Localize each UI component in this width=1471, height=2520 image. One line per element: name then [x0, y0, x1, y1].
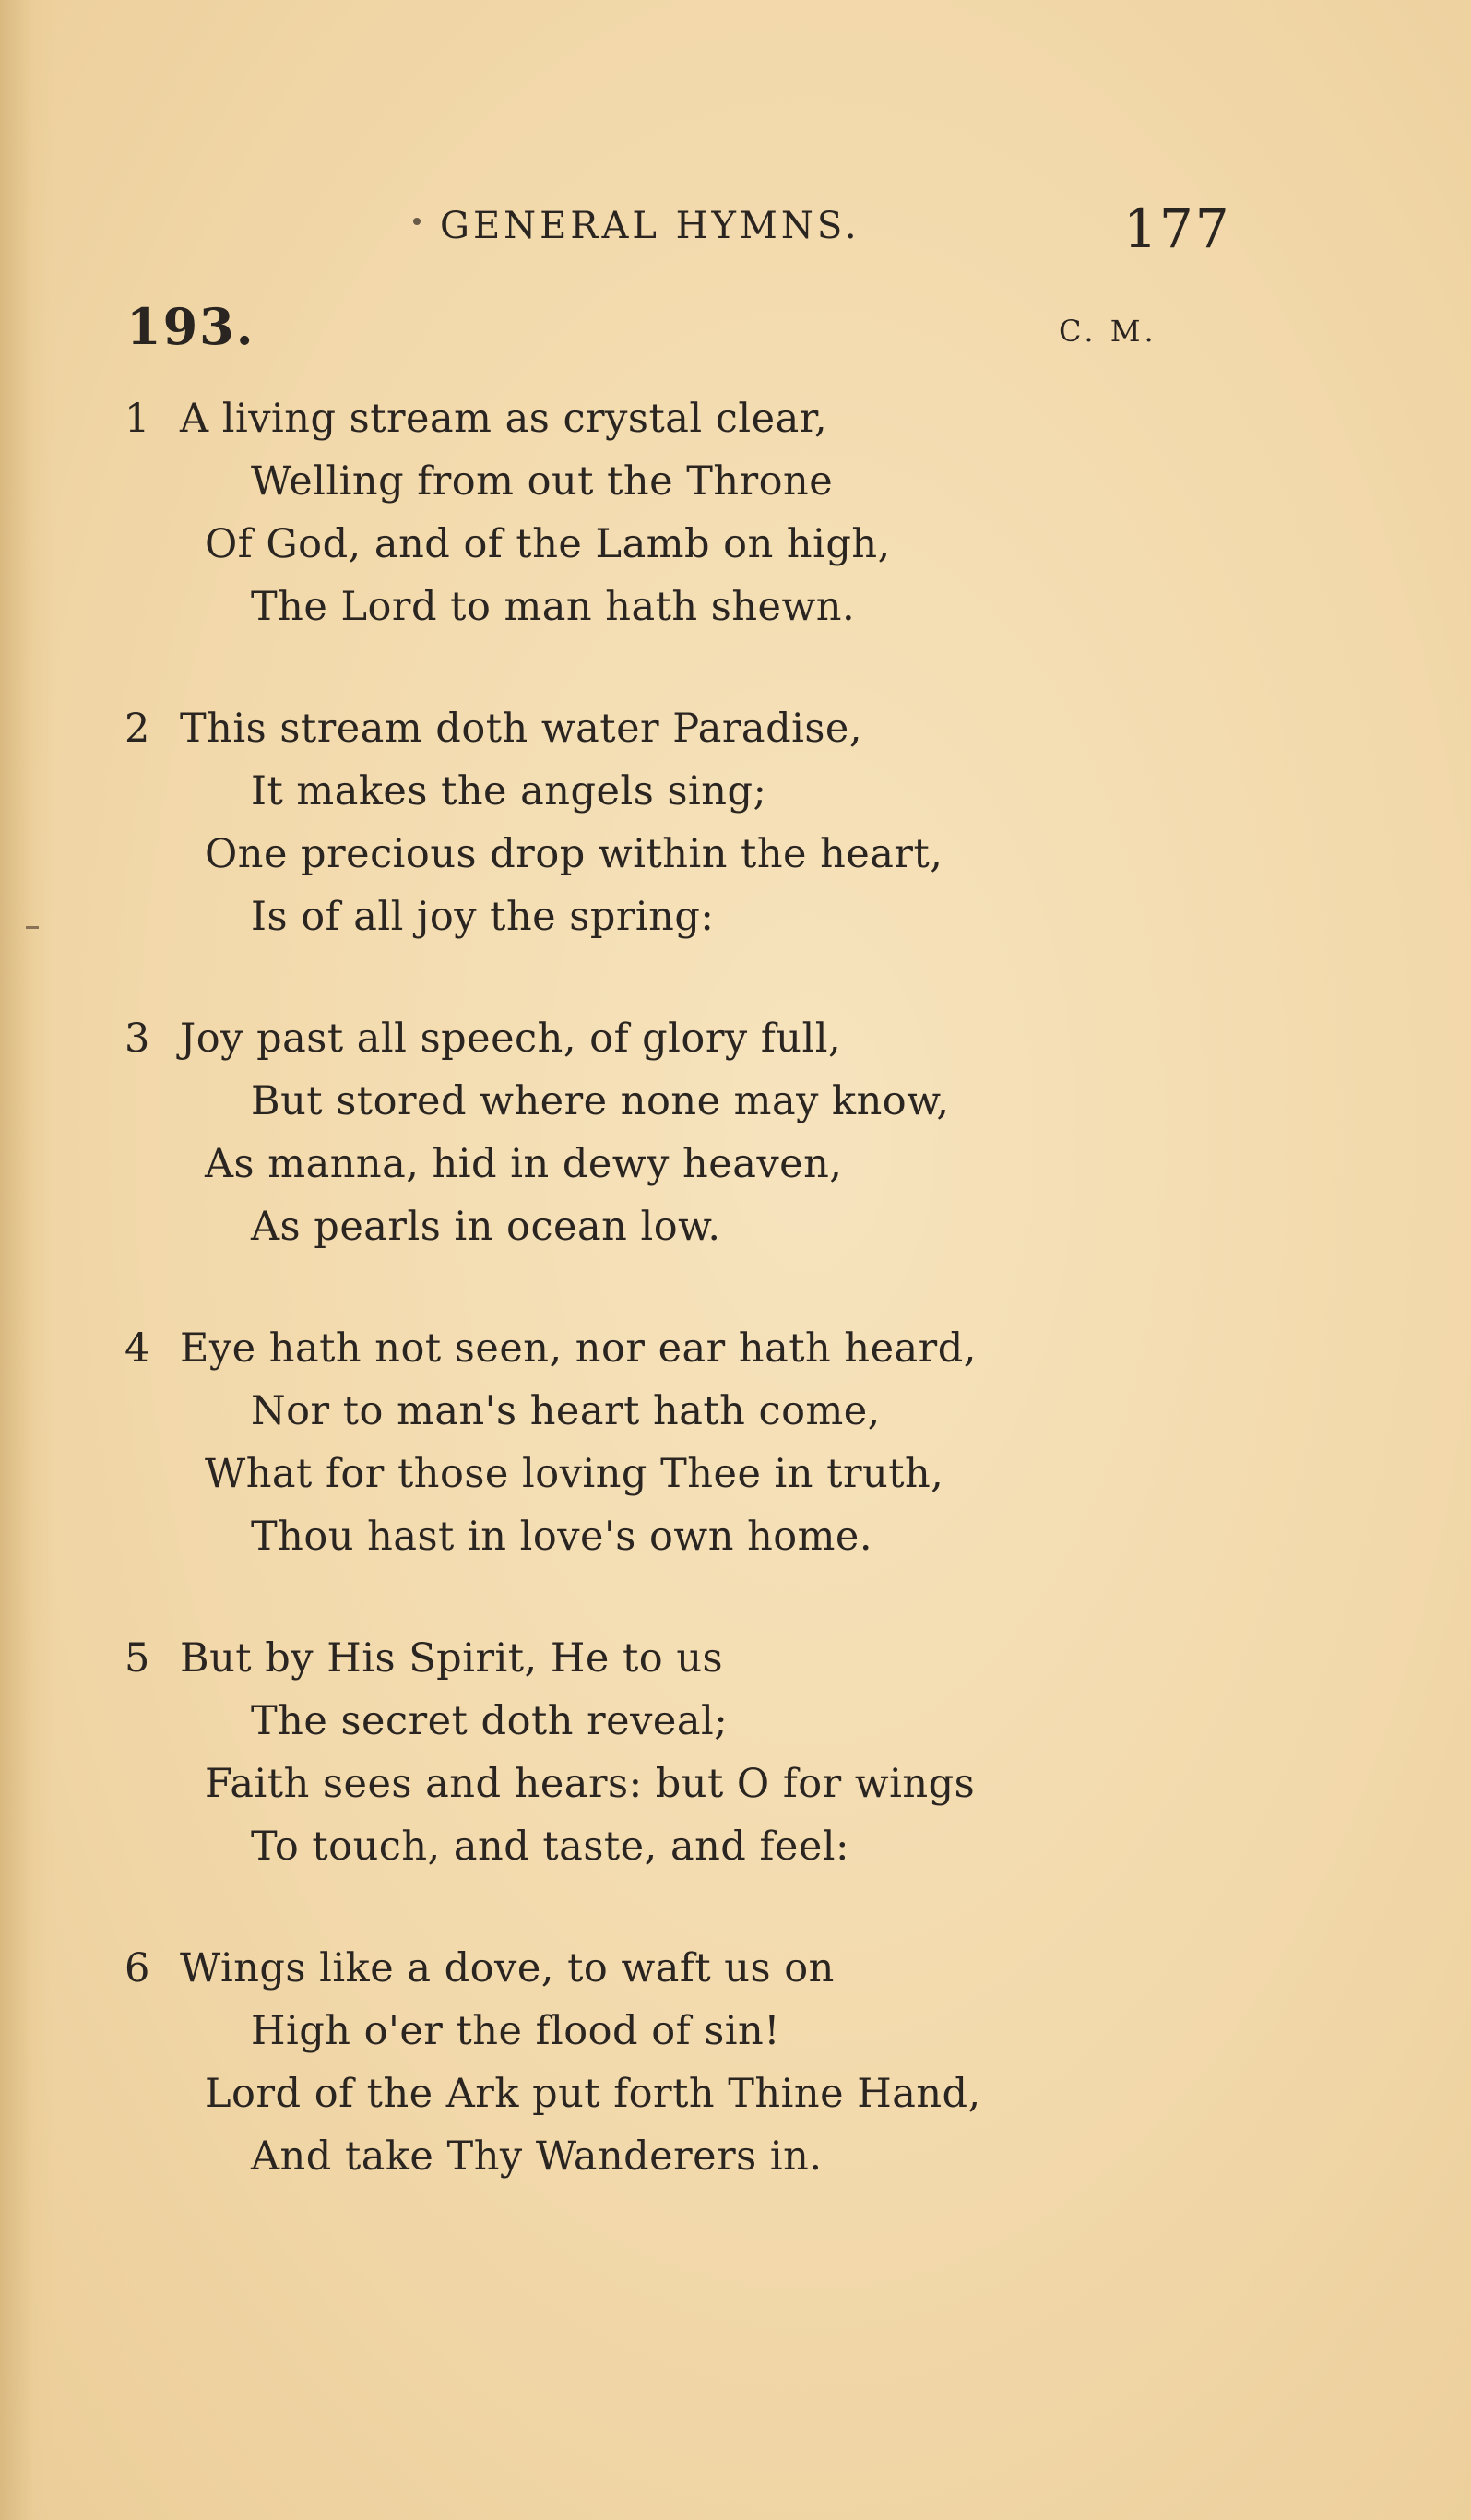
stanza-4	[0, 1317, 1471, 1627]
stanza-line: Is of all joy the spring:	[251, 894, 715, 940]
stanza-5	[0, 1627, 1471, 1937]
running-head	[0, 197, 1471, 260]
stanza-line: Lord of the Ark put forth Thine Hand,	[205, 2071, 981, 2117]
verse-number: 1	[125, 396, 150, 442]
verse-number: 5	[125, 1635, 150, 1682]
hymn-meter: C. M.	[1059, 314, 1157, 349]
stanza-line: And take Thy Wanderers in.	[251, 2134, 823, 2180]
head-dot	[413, 218, 421, 225]
stanza-line: High o'er the flood of sin!	[251, 2008, 781, 2054]
stanza-line: But by His Spirit, He to us	[180, 1635, 724, 1682]
stanza-line: Wings like a dove, to waft us on	[180, 1945, 835, 1991]
page-number: 177	[1123, 197, 1231, 260]
hymn-number: 193.	[126, 297, 255, 356]
stanza-line: Faith sees and hears: but O for wings	[205, 1761, 976, 1807]
stanza-1	[0, 387, 1471, 697]
verse-number: 3	[125, 1016, 150, 1062]
stanza-line: As manna, hid in dewy heaven,	[205, 1141, 843, 1187]
stanza-list	[0, 387, 1471, 2247]
stanza-line: One precious drop within the heart,	[205, 831, 943, 877]
stanza-line: Welling from out the Throne	[251, 458, 834, 505]
stanza-line: This stream doth water Paradise,	[180, 706, 863, 752]
stanza-line: Thou hast in love's own home.	[251, 1514, 873, 1560]
verse-number: 2	[125, 706, 150, 752]
stanza-line: Joy past all speech, of glory full,	[180, 1016, 842, 1062]
verse-number: 4	[125, 1325, 150, 1372]
stanza-line: The secret doth reveal;	[251, 1698, 729, 1744]
stanza-line: The Lord to man hath shewn.	[251, 584, 856, 630]
stanza-line: Nor to man's heart hath come,	[251, 1388, 881, 1434]
stanza-line: As pearls in ocean low.	[251, 1204, 721, 1250]
stanza-line: Of God, and of the Lamb on high,	[205, 521, 891, 567]
stanza-6	[0, 1937, 1471, 2247]
stanza-line: A living stream as crystal clear,	[180, 396, 828, 442]
stanza-line: To touch, and taste, and feel:	[251, 1824, 850, 1870]
stanza-2	[0, 697, 1471, 1007]
stanza-line: It makes the angels sing;	[251, 768, 767, 814]
stanza-line: What for those loving Thee in truth,	[205, 1451, 944, 1497]
running-title: GENERAL HYMNS.	[440, 205, 860, 247]
stanza-line: Eye hath not seen, nor ear hath heard,	[180, 1325, 977, 1372]
stanza-line: But stored where none may know,	[251, 1078, 950, 1124]
verse-number: 6	[125, 1945, 150, 1991]
stanza-3	[0, 1007, 1471, 1317]
